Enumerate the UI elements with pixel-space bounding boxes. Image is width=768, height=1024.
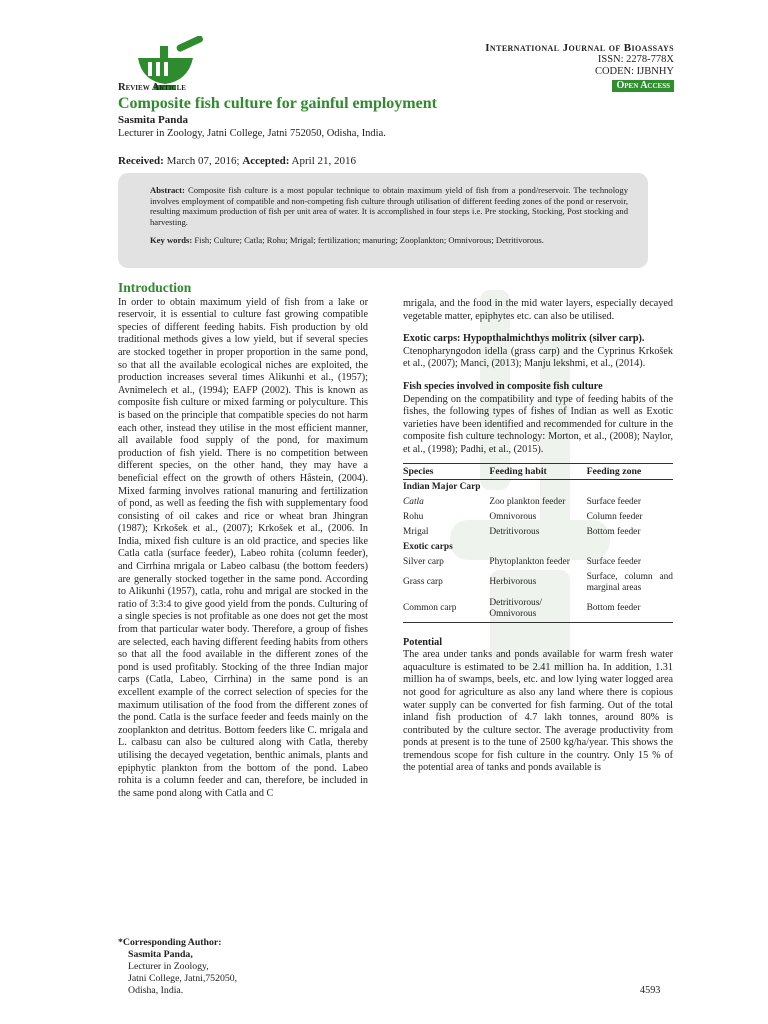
journal-name: International Journal of Bioassays xyxy=(485,42,674,54)
table-row xyxy=(403,495,673,510)
abstract-box xyxy=(118,173,648,268)
table-header: Feeding habit xyxy=(489,463,586,479)
table-cell: Detritivorous xyxy=(489,526,540,537)
right-column xyxy=(403,298,673,785)
author-affiliation: Lecturer in Zoology, Jatni College, Jatni 752050, Odisha, India. xyxy=(118,128,386,139)
page-number: 4593 xyxy=(640,985,661,996)
table-header-row xyxy=(403,463,673,479)
left-column xyxy=(118,282,368,800)
abstract xyxy=(150,185,628,227)
table-cell: Phytoplankton feeder xyxy=(489,556,570,567)
continued-text: mrigala, and the food in the mid water layers, especially decayed vegetable matter, epiphytes etc. can also be utilised. xyxy=(403,298,673,322)
table-cell: Surface feeder xyxy=(586,556,641,567)
table-header: Feeding zone xyxy=(587,463,673,479)
table-cell: Catla xyxy=(403,496,424,507)
table-cell: Common carp xyxy=(403,596,489,623)
keywords-label: Key words: xyxy=(150,235,193,245)
table-cell: Zoo plankton feeder xyxy=(489,496,566,507)
table-group-row xyxy=(403,540,673,555)
species-table xyxy=(403,463,673,623)
table-cell: Bottom feeder xyxy=(586,526,641,537)
table-cell: Bottom feeder xyxy=(587,596,673,623)
keywords xyxy=(150,235,628,246)
journal-header xyxy=(485,42,674,92)
corresponding-line: Jatni College, Jatni,752050, xyxy=(128,973,238,984)
accepted-date: April 21, 2016 xyxy=(291,155,357,167)
table-group-row xyxy=(403,479,673,495)
table-cell: Grass carp xyxy=(403,577,443,588)
table-row xyxy=(403,525,673,540)
species-text: Depending on the compatibility and type of feeding habits of the fishes, the following types of fishes of Indian as well as Exotic varieties have been identified and recommended for culture in the composite fish culture technology: Morton, et al., (2008); Naylor, et al., (1998); Padhi, et al., (2015). xyxy=(403,393,673,455)
table-group-label: Exotic carps xyxy=(403,541,453,552)
table-cell: Rohu xyxy=(403,511,424,522)
table-cell: Column feeder xyxy=(586,511,643,522)
open-access-badge: Open Access xyxy=(612,80,674,92)
author-name: Sasmita Panda xyxy=(118,114,188,126)
table-row xyxy=(403,555,673,570)
received-date: March 07, 2016; xyxy=(166,155,240,167)
corresponding-author xyxy=(118,937,237,997)
abstract-text: Composite fish culture is a most popular technique to obtain maximum yield of fish from a pond/reservoir. The technology involves employment of compatible and non-competing fish culture through utilisation of different feeding zones of the pond or reservoir, resulting maximum production of fish per unit area of water. It is accomplished in four steps i.e. Pre stocking, Stocking, Post stocking and harvesting. xyxy=(150,185,628,227)
issn: ISSN: 2278-778X xyxy=(597,54,674,65)
exotic-text: Ctenopharyngodon idella (grass carp) and the Cyprinus Krkošek et al., (2007); Manci, (2013); Manju lekshmi, et al., (2014). xyxy=(403,345,673,370)
corresponding-label: *Corresponding Author: xyxy=(118,937,222,948)
intro-text: In order to obtain maximum yield of fish from a lake or reservoir, it is essential to culture fast growing compatible species of different feeding habits. Fish production by old traditional methods gives a low yield, but if several species are stocked together in proper proportion in the same pond, so that all the available ecological niches are exploited, the production increases several times Alikunhi et al., (1957); Avnimelech et al., (1994); EAFP (2002). This is known as composite fish culture or mixed farming or polyculture. This is based on the principle that compatible species do not harm each other, instead they utilise in the most efficient manner, all available food supply of the pond, for maximum production of fish yield. There is no competition between different species, on the other hand, they may have a beneficial effect on the growth of others Håstein, (2004). Mixed farming involves rational manuring and fertilization of pond, as well as feeding the fish with supplementary food consisting of oil cakes and rice or wheat bran Jhingran (1987); Krkošek et al., (2007); Krkošek et al., (2006. In India, mixed fish culture is an old practice, and species like Catla catla (surface feeder), Labeo rohita (column feeder), and Cirrhina mrigala or Labeo calbasu (the bottom feeders) are generally stocked together in the same pond. According to Alikunhi (1957), catla, rohu and mrigal are stocked in the ratio of 3:3:4 to give good yield from the ponds. Culturing of a single species is not profitable as one does not get the most from that particular water body. Therefore, a group of fishes are selected, each having different feeding habits from others so that all the food available in the different zones of the pond is used profitably. Stocking of the three Indian major carps (Catla, Labeo, Cirrhina) in the same pond is an excellent example of the correct selection of species for the maximum utilisation of the food from the different zones of the pond. Catla is the surface feeder and feeds mainly on the zooplankton and detritus. Bottom feeders like C. mrigala and L. calbasu can also be cultured along with Catla, thereby utilising the decayed vegetation, benthic animals, plants and epiphytic plankton from the bottom of the pond. Labeo rohita is a column feeder and can, therefore, be included in the same pond along with Catla and C xyxy=(118,296,368,799)
keywords-text: Fish; Culture; Catla; Rohu; Mrigal; fertilization; manuring; Zooplankton; Omnivorous; Detritivorous. xyxy=(194,235,544,245)
table-cell: Herbivorous xyxy=(489,577,537,588)
intro-heading: Introduction xyxy=(118,280,192,295)
abstract-label: Abstract: xyxy=(150,185,185,195)
corresponding-line: Lecturer in Zoology, xyxy=(128,961,209,972)
coden: CODEN: IJBNHY xyxy=(594,66,674,77)
received-label: Received: xyxy=(118,155,164,167)
article-type: Review Article xyxy=(118,82,186,93)
exotic-heading: Exotic carps: Hypopthalmichthys molitrix (silver carp). xyxy=(403,333,645,345)
table-group-label: Indian Major Carp xyxy=(403,481,481,492)
table-row xyxy=(403,510,673,525)
potential-text: The area under tanks and ponds available for warm fresh water aquaculture is estimated to be 2.41 million ha. In addition, 1.31 million ha of swamps, beels, etc. and low lying water logged area not good for agriculture as also any land where there is copious water supply can be converted for fish farming. Out of the total inland fish production of 4.7 lakh tonnes, around 80% is contributed by the culture sector. The average productivity from ponds at present is to the tune of 2500 kg/ha/year. This shows the tremendous scope for fish culture in the country. Only 15 % of the potential area of tanks and ponds available is xyxy=(403,649,673,774)
corresponding-line: Odisha, India. xyxy=(128,985,184,996)
potential-heading: Potential xyxy=(403,636,443,648)
table-cell: Mrigal xyxy=(403,526,429,537)
article-title: Composite fish culture for gainful employment xyxy=(118,95,437,112)
table-row xyxy=(403,596,673,623)
table-cell: Surface feeder xyxy=(586,496,641,507)
accepted-label: Accepted: xyxy=(242,155,290,167)
table-cell: Detritivorous/ Omnivorous xyxy=(489,596,586,623)
corresponding-name: Sasmita Panda, xyxy=(128,949,193,960)
table-cell: Surface, column and marginal areas xyxy=(586,571,673,593)
species-heading: Fish species involved in composite fish culture xyxy=(403,380,603,392)
table-cell: Omnivorous xyxy=(489,511,537,522)
table-row xyxy=(403,570,673,596)
table-cell: Silver carp xyxy=(403,556,444,567)
table-header: Species xyxy=(403,463,489,479)
article-dates xyxy=(118,155,356,167)
